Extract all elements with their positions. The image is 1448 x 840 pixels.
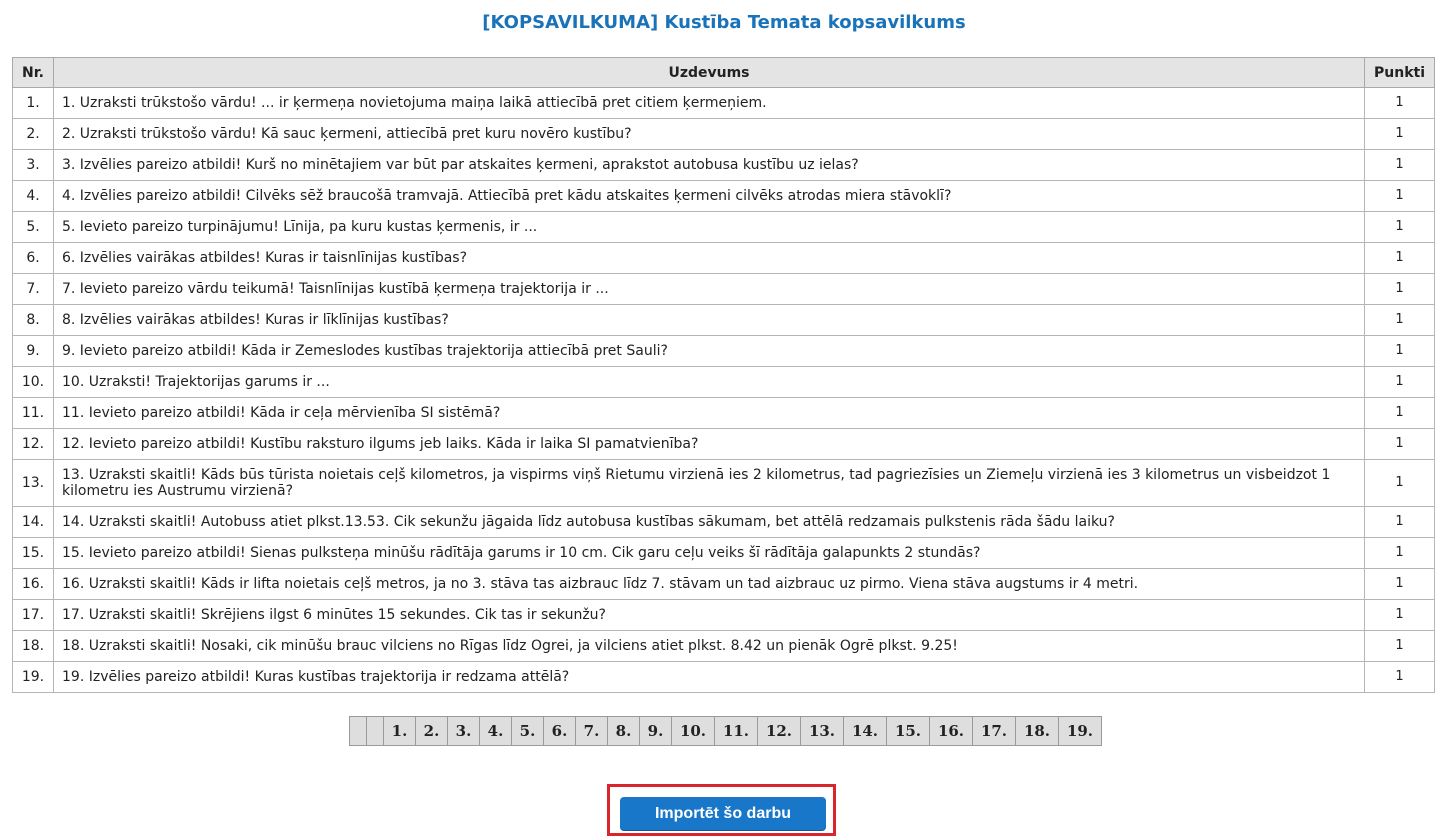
- table-row: [13, 460, 1435, 507]
- pager-link[interactable]: 3.: [448, 716, 480, 746]
- task-text: 9. Ievieto pareizo atbildi! Kāda ir Zemeslodes kustības trajektorija attiecībā pret Sauli?: [54, 336, 1365, 367]
- table-row: [13, 119, 1435, 150]
- task-text: 16. Uzraksti skaitli! Kāds ir lifta noietais ceļš metros, ja no 3. stāva tas aizbrauc līdz 7. stāvam un tad aizbrauc uz pirmo. Viena stāva augstums ir 4 metri.: [54, 569, 1365, 600]
- row-number: 14.: [13, 507, 54, 538]
- task-points: 1: [1365, 398, 1435, 429]
- task-points: 1: [1365, 243, 1435, 274]
- table-row: [13, 507, 1435, 538]
- table-row: [13, 150, 1435, 181]
- row-number: 13.: [13, 460, 54, 507]
- pager-link[interactable]: 5.: [512, 716, 544, 746]
- task-points: 1: [1365, 119, 1435, 150]
- pager-link[interactable]: 11.: [715, 716, 758, 746]
- row-number: 11.: [13, 398, 54, 429]
- table-row: [13, 243, 1435, 274]
- task-text: 10. Uzraksti! Trajektorijas garums ir ...: [54, 367, 1365, 398]
- task-text: 14. Uzraksti skaitli! Autobuss atiet plkst.13.53. Cik sekunžu jāgaida līdz autobusa kustības sākumam, bet attēlā redzamais pulkstenis rāda šādu laiku?: [54, 507, 1365, 538]
- row-number: 2.: [13, 119, 54, 150]
- task-text: 2. Uzraksti trūkstošo vārdu! Kā sauc ķermeni, attiecībā pret kuru novēro kustību?: [54, 119, 1365, 150]
- task-points: 1: [1365, 150, 1435, 181]
- task-text: 15. Ievieto pareizo atbildi! Sienas pulksteņa minūšu rādītāja garums ir 10 cm. Cik garu ceļu veiks šī rādītāja galapunkts 2 stundās?: [54, 538, 1365, 569]
- table-row: [13, 305, 1435, 336]
- table-row: [13, 600, 1435, 631]
- table-row: [13, 274, 1435, 305]
- table-row: [13, 398, 1435, 429]
- row-number: 15.: [13, 538, 54, 569]
- pager-link[interactable]: 10.: [672, 716, 715, 746]
- task-points: 1: [1365, 569, 1435, 600]
- table-row: [13, 367, 1435, 398]
- task-points: 1: [1365, 336, 1435, 367]
- pager-link[interactable]: 17.: [973, 716, 1016, 746]
- task-points: 1: [1365, 538, 1435, 569]
- tasks-table: [12, 57, 1435, 693]
- row-number: 3.: [13, 150, 54, 181]
- row-number: 7.: [13, 274, 54, 305]
- task-points: 1: [1365, 305, 1435, 336]
- task-points: 1: [1365, 507, 1435, 538]
- table-row: [13, 336, 1435, 367]
- task-text: 5. Ievieto pareizo turpinājumu! Līnija, pa kuru kustas ķermenis, ir ...: [54, 212, 1365, 243]
- row-number: 8.: [13, 305, 54, 336]
- pager-link[interactable]: 2.: [416, 716, 448, 746]
- column-header-nr: Nr.: [13, 58, 54, 88]
- task-points: 1: [1365, 429, 1435, 460]
- task-text: 19. Izvēlies pareizo atbildi! Kuras kustības trajektorija ir redzama attēlā?: [54, 662, 1365, 693]
- table-row: [13, 429, 1435, 460]
- task-text: 6. Izvēlies vairākas atbildes! Kuras ir taisnlīnijas kustības?: [54, 243, 1365, 274]
- row-number: 5.: [13, 212, 54, 243]
- pager-link[interactable]: 1.: [384, 716, 416, 746]
- column-header-task: Uzdevums: [54, 58, 1365, 88]
- pager-blank-cell: [367, 716, 384, 746]
- column-header-points: Punkti: [1365, 58, 1435, 88]
- table-row: [13, 88, 1435, 119]
- table-row: [13, 212, 1435, 243]
- row-number: 18.: [13, 631, 54, 662]
- pager-link[interactable]: 16.: [930, 716, 973, 746]
- row-number: 19.: [13, 662, 54, 693]
- table-header-row: [13, 58, 1435, 88]
- task-text: 18. Uzraksti skaitli! Nosaki, cik minūšu brauc vilciens no Rīgas līdz Ogrei, ja vilciens atiet plkst. 8.42 un pienāk Ogrē plkst. 9.25!: [54, 631, 1365, 662]
- row-number: 6.: [13, 243, 54, 274]
- row-number: 1.: [13, 88, 54, 119]
- task-points: 1: [1365, 662, 1435, 693]
- pager-link[interactable]: 13.: [801, 716, 844, 746]
- row-number: 4.: [13, 181, 54, 212]
- pager-link[interactable]: 14.: [844, 716, 887, 746]
- task-points: 1: [1365, 212, 1435, 243]
- pager-link[interactable]: 9.: [640, 716, 672, 746]
- task-text: 12. Ievieto pareizo atbildi! Kustību raksturo ilgums jeb laiks. Kāda ir laika SI pamatvienība?: [54, 429, 1365, 460]
- pager-link[interactable]: 15.: [887, 716, 930, 746]
- task-text: 8. Izvēlies vairākas atbildes! Kuras ir līklīnijas kustības?: [54, 305, 1365, 336]
- task-text: 4. Izvēlies pareizo atbildi! Cilvēks sēž braucošā tramvajā. Attiecībā pret kādu atskaites ķermeni cilvēks atrodas miera stāvoklī?: [54, 181, 1365, 212]
- task-points: 1: [1365, 88, 1435, 119]
- pager-link[interactable]: 19.: [1059, 716, 1102, 746]
- row-number: 17.: [13, 600, 54, 631]
- table-row: [13, 538, 1435, 569]
- table-row: [13, 569, 1435, 600]
- page-title: [KOPSAVILKUMA] Kustība Temata kopsavilkums: [482, 12, 966, 33]
- pager-link[interactable]: 8.: [608, 716, 640, 746]
- row-number: 12.: [13, 429, 54, 460]
- task-text: 11. Ievieto pareizo atbildi! Kāda ir ceļa mērvienība SI sistēmā?: [54, 398, 1365, 429]
- table-row: [13, 631, 1435, 662]
- task-points: 1: [1365, 181, 1435, 212]
- pager-link[interactable]: 12.: [758, 716, 801, 746]
- task-points: 1: [1365, 460, 1435, 507]
- task-points: 1: [1365, 367, 1435, 398]
- task-text: 13. Uzraksti skaitli! Kāds būs tūrista noietais ceļš kilometros, ja vispirms viņš Rietumu virzienā ies 2 kilometrus, tad pagriezīsies un Ziemeļu virzienā ies 3 kilometrus un visbeidzot 1 kilometru ies Austrumu virzienā?: [54, 460, 1365, 507]
- task-points: 1: [1365, 631, 1435, 662]
- pager-link[interactable]: 18.: [1016, 716, 1059, 746]
- task-text: 7. Ievieto pareizo vārdu teikumā! Taisnlīnijas kustībā ķermeņa trajektorija ir ...: [54, 274, 1365, 305]
- row-number: 9.: [13, 336, 54, 367]
- task-text: 3. Izvēlies pareizo atbildi! Kurš no minētajiem var būt par atskaites ķermeni, aprakstot autobusa kustību uz ielas?: [54, 150, 1365, 181]
- row-number: 10.: [13, 367, 54, 398]
- tasks-table-body: [13, 88, 1435, 693]
- task-pager: [349, 716, 1102, 746]
- task-text: 1. Uzraksti trūkstošo vārdu! ... ir ķermeņa novietojuma maiņa laikā attiecībā pret citiem ķermeņiem.: [54, 88, 1365, 119]
- row-number: 16.: [13, 569, 54, 600]
- task-text: 17. Uzraksti skaitli! Skrējiens ilgst 6 minūtes 15 sekundes. Cik tas ir sekunžu?: [54, 600, 1365, 631]
- table-row: [13, 181, 1435, 212]
- pager-link[interactable]: 7.: [576, 716, 608, 746]
- table-row: [13, 662, 1435, 693]
- pager-blank-cell: [349, 716, 367, 746]
- pager-link[interactable]: 6.: [544, 716, 576, 746]
- task-points: 1: [1365, 274, 1435, 305]
- import-button[interactable]: Importēt šo darbu: [620, 797, 826, 830]
- pager-link[interactable]: 4.: [480, 716, 512, 746]
- task-points: 1: [1365, 600, 1435, 631]
